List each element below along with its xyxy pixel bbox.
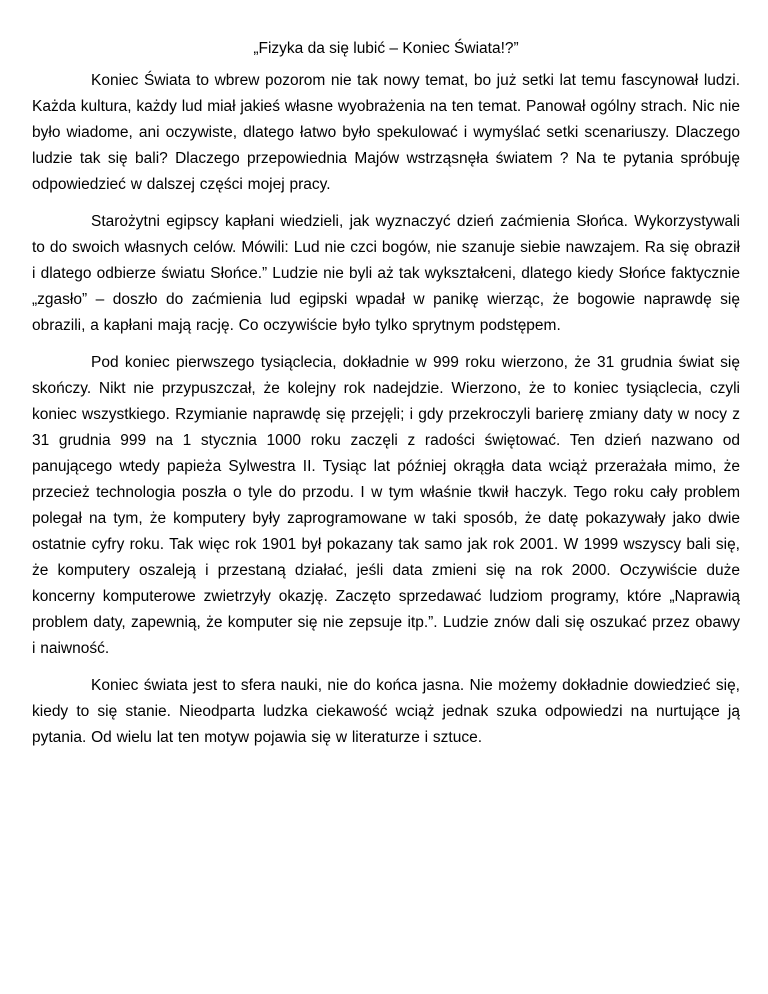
paragraph-2: Starożytni egipscy kapłani wiedzieli, jak wyznaczyć dzień zaćmienia Słońca. Wykorzystywali to do swoich własnych celów. Mówili: Lud nie czci bogów, nie szanuje siebie nawzajem. Ra się obraził i dlatego odbierze światu Słońce.” Ludzie nie byli aż tak wykształceni, dlatego kiedy Słońce faktycznie „zgasło” – doszło do zaćmienia lud egipski wpadał w panikę wierząc, że bogowie naprawdę się obrazili, a kapłani mają rację. Co oczywiście było tylko sprytnym podstępem. (32, 213, 740, 334)
document-page (32, 36, 740, 762)
document-title: „Fizyka da się lubić – Koniec Świata!?” (253, 40, 519, 57)
paragraph-3: Pod koniec pierwszego tysiąclecia, dokładnie w 999 roku wierzono, że 31 grudnia świat się skończy. Nikt nie przypuszczał, że kolejny rok nadejdzie. Wierzono, że to koniec tysiąclecia, czyli koniec wszystkiego. Rzymianie naprawdę się przejęli; i gdy przekroczyli barierę zmiany daty w nocy z 31 grudnia 999 na 1 stycznia 1000 roku zaczęli z radości świętować. Ten dzień nazwano od panującego wtedy papieża Sylwestra II. Tysiąc lat później okrągła data wciąż przerażała mimo, że przecież technologia poszła o tyle do przodu. I w tym właśnie tkwił haczyk. Tego roku cały problem polegał na tym, że komputery były zaprogramowane w taki sposób, że datę pokazywały jako dwie ostatnie cyfry roku. Tak więc rok 1901 był pokazany tak samo jak rok 2001. W 1999 wszyscy bali się, że komputery oszaleją i przestaną działać, jeśli data zmieni się na rok 2000. Oczywiście duże koncerny komputerowe zwietrzyły okazję. Zaczęto sprzedawać ludziom programy, które „Naprawią problem daty, zapewnią, że komputer się nie zepsuje itp.”. Ludzie znów dali się oszukać przez obawy i naiwność. (32, 354, 740, 657)
paragraph-4: Koniec świata jest to sfera nauki, nie do końca jasna. Nie możemy dokładnie dowiedzieć się, kiedy to się stanie. Nieodparta ludzka ciekawość wciąż jednak szuka odpowiedzi na nurtujące ją pytania. Od wielu lat ten motyw pojawia się w literaturze i sztuce. (32, 677, 740, 746)
paragraph-1: Koniec Świata to wbrew pozorom nie tak nowy temat, bo już setki lat temu fascynował ludzi. Każda kultura, każdy lud miał jakieś własne wyobrażenia na ten temat. Panował ogólny strach. Nic nie było wiadome, ani oczywiste, dlatego łatwo było spekulować i wymyślać setki scenariuszy. Dlaczego ludzie tak się bali? Dlaczego przepowiednia Majów wstrząsnęła światem ? Na te pytania spróbuję odpowiedzieć w dalszej części mojej pracy. (32, 72, 740, 193)
